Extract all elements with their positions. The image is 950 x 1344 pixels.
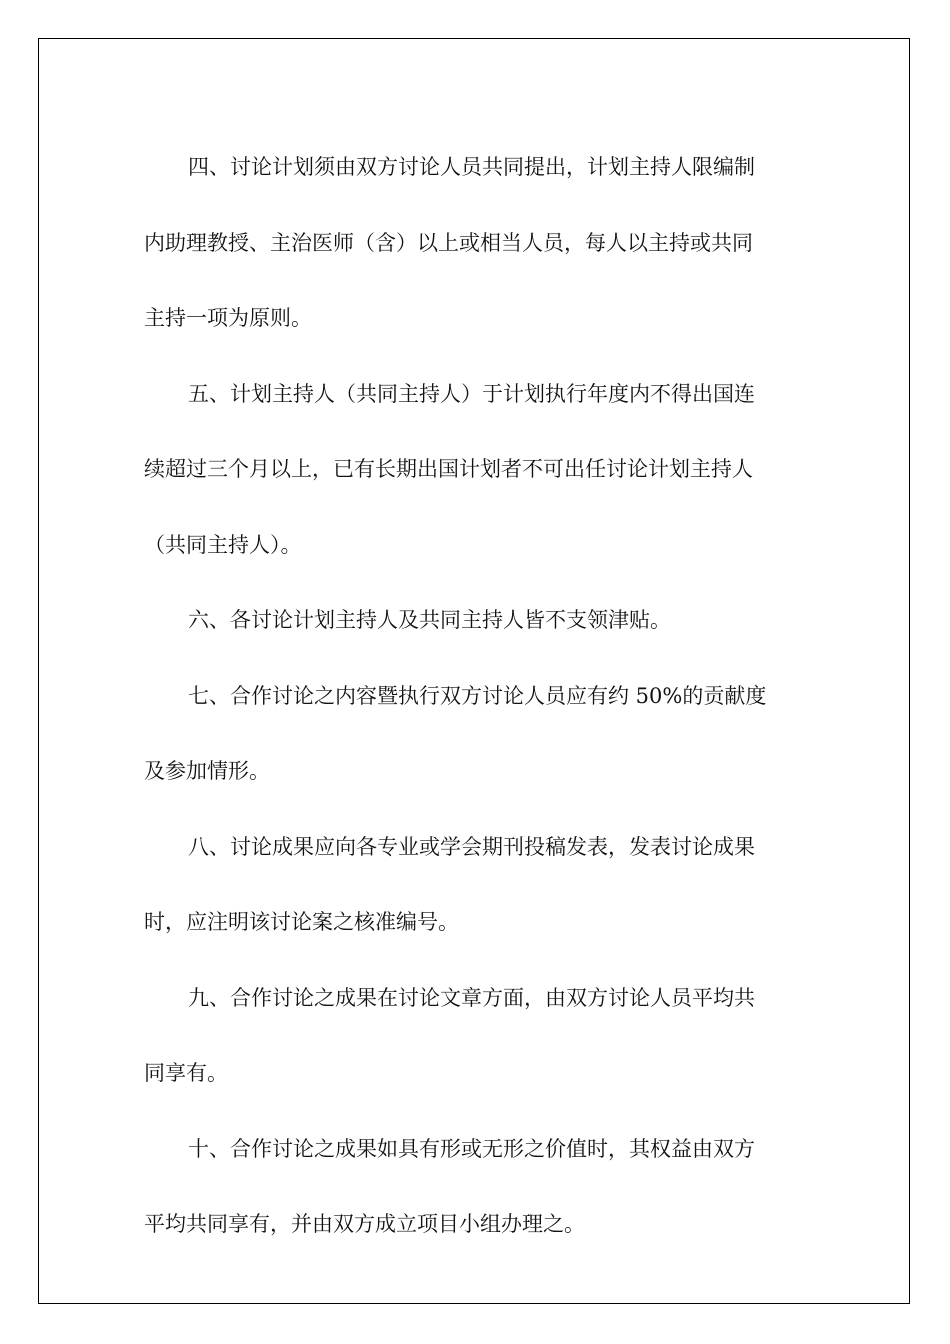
text-line: 四、讨论计划须由双方讨论人员共同提出，计划主持人限编制 bbox=[188, 155, 755, 179]
text-line: 五、计划主持人（共同主持人）于计划执行年度内不得出国连 bbox=[188, 381, 755, 406]
text-line: 主持一项为原则。 bbox=[144, 306, 312, 330]
text-line: 及参加情形。 bbox=[144, 759, 270, 783]
paragraph-7 bbox=[144, 659, 804, 810]
text-line: 续超过三个月以上，已有长期出国计划者不可出任讨论计划主持人 bbox=[144, 457, 753, 481]
text-line: 十、合作讨论之成果如具有形或无形之价值时，其权益由双方 bbox=[188, 1136, 755, 1161]
text-line: （共同主持人）。 bbox=[144, 532, 302, 557]
text-line: 时，应注明该讨论案之核准编号。 bbox=[144, 910, 459, 934]
paragraph-4 bbox=[144, 130, 804, 357]
paragraph-5 bbox=[144, 357, 804, 584]
paragraph-6 bbox=[144, 583, 804, 659]
paragraph-10 bbox=[144, 1112, 804, 1263]
document-body bbox=[144, 130, 804, 1263]
text-line: 内助理教授、主治医师（含）以上或相当人员，每人以主持或共同 bbox=[144, 230, 753, 255]
text-line: 同享有。 bbox=[144, 1061, 228, 1085]
text-line: 八、讨论成果应向各专业或学会期刊投稿发表，发表讨论成果 bbox=[188, 834, 755, 859]
text-line: 九、合作讨论之成果在讨论文章方面，由双方讨论人员平均共 bbox=[188, 985, 755, 1010]
paragraph-9 bbox=[144, 961, 804, 1112]
text-line: 六、各讨论计划主持人及共同主持人皆不支领津贴。 bbox=[188, 608, 671, 632]
paragraph-8 bbox=[144, 810, 804, 961]
text-line: 平均共同享有，并由双方成立项目小组办理之。 bbox=[144, 1212, 585, 1236]
text-line: 七、合作讨论之内容暨执行双方讨论人员应有约 50%的贡献度 bbox=[188, 683, 767, 708]
